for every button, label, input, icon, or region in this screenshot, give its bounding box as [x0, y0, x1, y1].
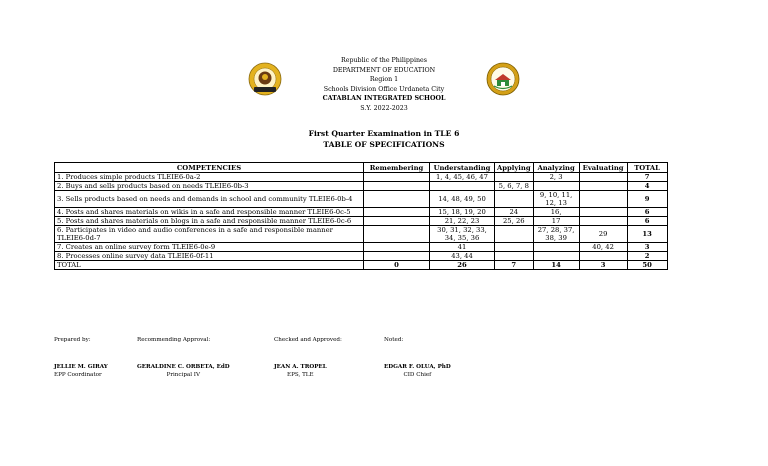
signatory-checked	[274, 363, 327, 379]
remembering-cell	[364, 191, 430, 208]
prepared-by-label: Prepared by:	[54, 337, 91, 343]
remembering-cell	[364, 252, 430, 261]
table-row	[55, 243, 668, 252]
col-evaluating: Evaluating	[579, 163, 627, 173]
recommending-approval-label: Recommending Approval:	[137, 337, 211, 343]
header-republic: Republic of the Philippines	[340, 57, 427, 64]
remembering-cell	[364, 243, 430, 252]
evaluating-cell	[579, 191, 627, 208]
row-total-cell: 2	[627, 252, 667, 261]
grand-total: 50	[627, 261, 667, 270]
competency-cell: 1. Produces simple products TLEIE6-0a-2	[55, 173, 364, 182]
applying-cell	[495, 252, 534, 261]
remembering-cell	[364, 182, 430, 191]
understanding-cell: 30, 31, 32, 33, 34, 35, 36	[430, 226, 495, 243]
applying-cell	[495, 191, 534, 208]
signatory-name: EDGAR F. OLUA, PhD	[384, 364, 451, 370]
document-titles	[0, 128, 768, 150]
table-row	[55, 173, 668, 182]
document-header	[0, 56, 768, 114]
evaluating-cell	[579, 173, 627, 182]
competency-cell: 7. Creates an online survey form TLEIE6-0e-9	[55, 243, 364, 252]
signatory-position: EPP Coordinator	[54, 372, 102, 378]
header-region: Region 1	[369, 76, 399, 84]
evaluating-cell	[579, 208, 627, 217]
totals-label: TOTAL	[55, 261, 364, 270]
col-understanding: Understanding	[430, 163, 495, 173]
analyzing-cell: 16,	[533, 208, 579, 217]
competency-cell: 4. Posts and shares materials on wikis in a safe and responsible manner TLEIE6-0c-5	[55, 208, 364, 217]
remembering-cell	[364, 173, 430, 182]
analyzing-cell	[533, 182, 579, 191]
evaluating-cell: 29	[579, 226, 627, 243]
applying-cell	[495, 173, 534, 182]
col-competencies: COMPETENCIES	[55, 163, 364, 173]
total-applying: 7	[495, 261, 534, 270]
signatory-position: CID Chief	[403, 372, 432, 378]
understanding-cell: 15, 18, 19, 20	[430, 208, 495, 217]
signatory-position: Principal IV	[166, 372, 201, 378]
signatory-name: JELLIE M. GIRAY	[54, 364, 108, 370]
row-total-cell: 6	[627, 217, 667, 226]
header-division: Schools Division Office Urdaneta City	[323, 85, 445, 93]
understanding-cell: 21, 22, 23	[430, 217, 495, 226]
signatory-name: GERALDINE C. ORBETA, EdD	[137, 364, 230, 370]
exam-title: First Quarter Examination in TLE 6	[308, 129, 460, 138]
row-total-cell: 3	[627, 243, 667, 252]
analyzing-cell	[533, 243, 579, 252]
col-total: TOTAL	[627, 163, 667, 173]
row-total-cell: 9	[627, 191, 667, 208]
analyzing-cell: 2, 3	[533, 173, 579, 182]
table-row	[55, 226, 668, 243]
applying-cell: 5, 6, 7, 8	[495, 182, 534, 191]
remembering-cell	[364, 217, 430, 226]
evaluating-cell	[579, 252, 627, 261]
analyzing-cell: 27, 28, 37, 38, 39	[533, 226, 579, 243]
total-analyzing: 14	[533, 261, 579, 270]
total-understanding: 26	[430, 261, 495, 270]
competency-cell: 6. Participates in video and audio conferences in a safe and responsible manner TLEIE6-0d-7	[55, 226, 364, 243]
signatory-name: JEAN A. TROPEL	[274, 364, 327, 370]
header-school-name: CATABLAN INTEGRATED SCHOOL	[322, 95, 446, 103]
understanding-cell: 43, 44	[430, 252, 495, 261]
col-analyzing: Analyzing	[533, 163, 579, 173]
applying-cell	[495, 243, 534, 252]
table-row	[55, 182, 668, 191]
total-evaluating: 3	[579, 261, 627, 270]
remembering-cell	[364, 226, 430, 243]
table-header-row	[55, 163, 668, 173]
evaluating-cell	[579, 217, 627, 226]
analyzing-cell: 17	[533, 217, 579, 226]
table-row	[55, 191, 668, 208]
understanding-cell: 14, 48, 49, 50	[430, 191, 495, 208]
applying-cell: 25, 26	[495, 217, 534, 226]
evaluating-cell: 40, 42	[579, 243, 627, 252]
competency-cell: 3. Sells products based on needs and demands in school and community TLEIE6-0b-4	[55, 191, 364, 208]
header-department: DEPARTMENT OF EDUCATION	[332, 66, 436, 74]
table-row	[55, 208, 668, 217]
understanding-cell: 1, 4, 45, 46, 47	[430, 173, 495, 182]
row-total-cell: 13	[627, 226, 667, 243]
total-remembering: 0	[364, 261, 430, 270]
col-remembering: Remembering	[364, 163, 430, 173]
understanding-cell	[430, 182, 495, 191]
remembering-cell	[364, 208, 430, 217]
signatory-noted	[384, 363, 451, 379]
header-school-year: S.Y. 2022-2023	[360, 104, 408, 112]
evaluating-cell	[579, 182, 627, 191]
totals-row	[55, 261, 668, 270]
noted-label: Noted:	[384, 337, 404, 343]
table-of-specifications	[54, 162, 668, 270]
table-row	[55, 252, 668, 261]
signatory-position: EPS, TLE	[287, 372, 314, 378]
row-total-cell: 6	[627, 208, 667, 217]
applying-cell: 24	[495, 208, 534, 217]
signatory-recommending	[137, 363, 230, 379]
analyzing-cell: 9, 10, 11, 12, 13	[533, 191, 579, 208]
competency-cell: 8. Processes online survey data TLEIE6-0f-11	[55, 252, 364, 261]
row-total-cell: 7	[627, 173, 667, 182]
checked-approved-label: Checked and Approved:	[274, 337, 342, 343]
analyzing-cell	[533, 252, 579, 261]
competency-cell: 2. Buys and sells products based on needs TLEIE6-0b-3	[55, 182, 364, 191]
table-row	[55, 217, 668, 226]
competency-cell: 5. Posts and shares materials on blogs in a safe and responsible manner TLEIE6-0c-6	[55, 217, 364, 226]
tos-title: TABLE OF SPECIFICATIONS	[323, 140, 445, 149]
row-total-cell: 4	[627, 182, 667, 191]
applying-cell	[495, 226, 534, 243]
signatory-prepared	[54, 363, 108, 379]
col-applying: Applying	[495, 163, 534, 173]
understanding-cell: 41	[430, 243, 495, 252]
